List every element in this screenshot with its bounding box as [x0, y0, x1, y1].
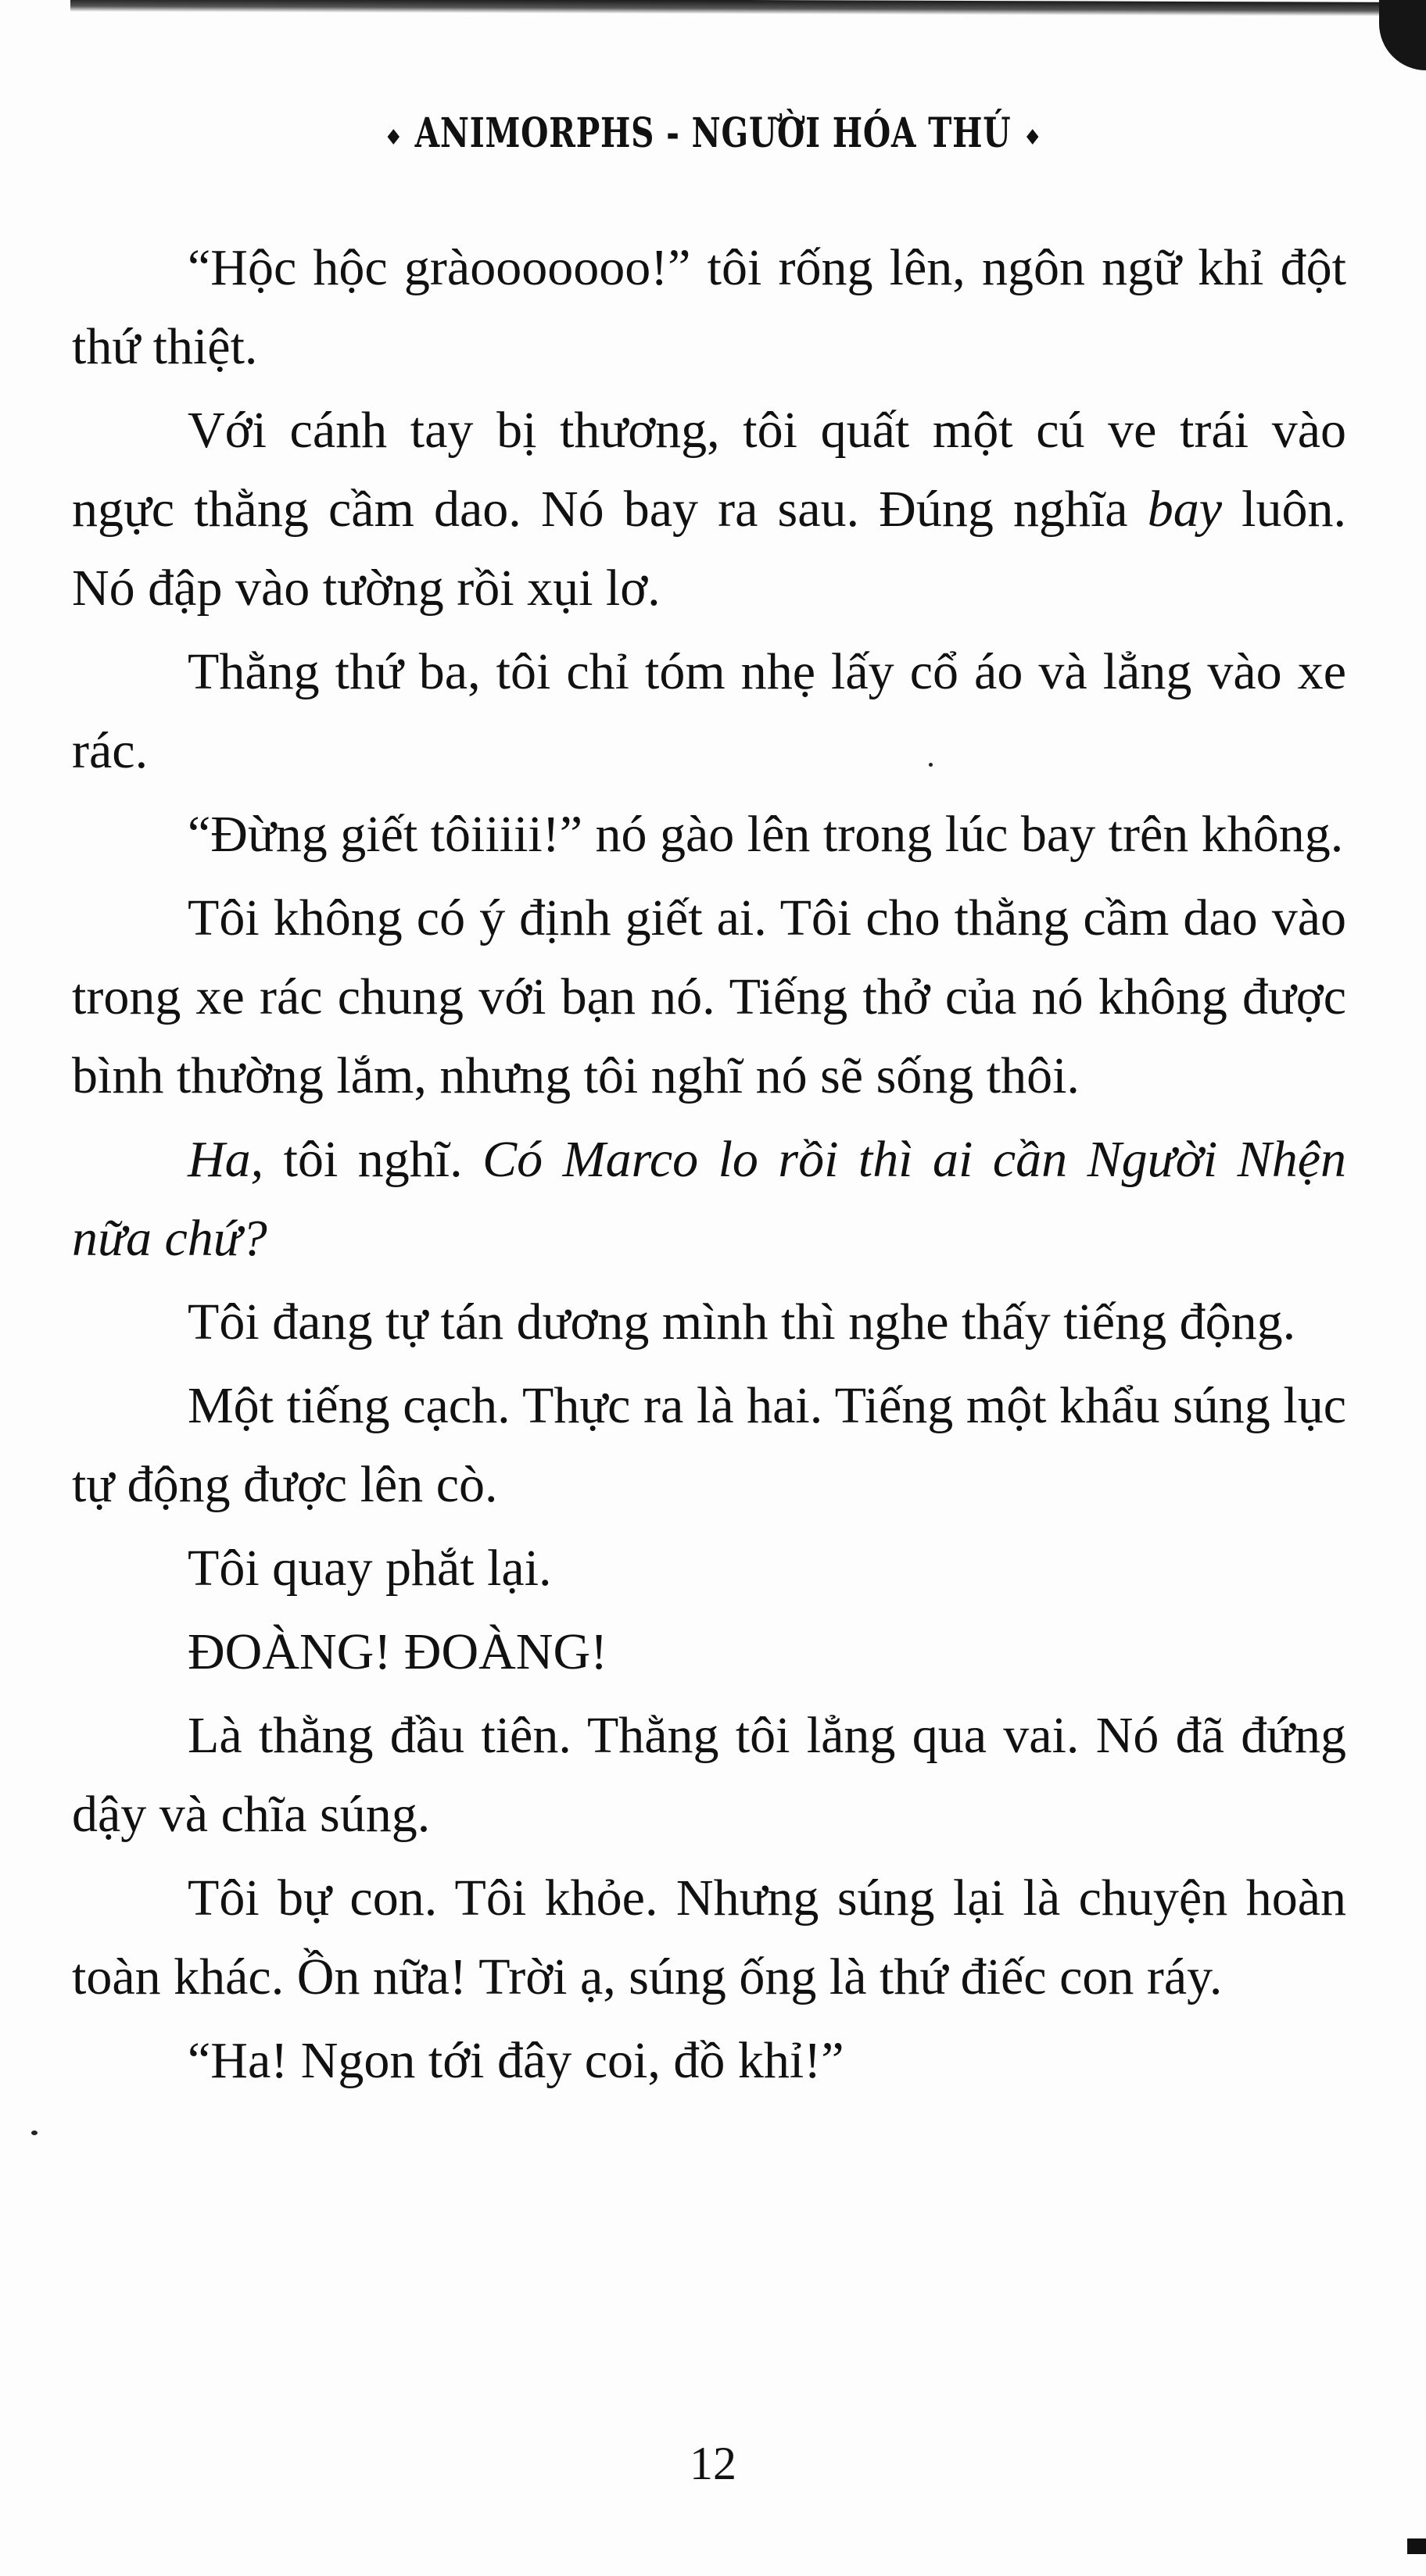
paragraph-5: [72, 878, 1346, 1115]
paragraph-6-italic: Có Marco lo rồi thì ai cần Người Nhện nữa chứ?: [72, 1131, 1346, 1267]
paragraph-2: [72, 391, 1346, 628]
paragraph-13: [72, 2021, 1346, 2100]
paragraph-2-italic: bay: [1147, 481, 1223, 538]
paragraph-1-text: “Hộc hộc gràooooooo!” tôi rống lên, ngôn ngữ khỉ đột thứ thiệt.: [72, 239, 1346, 375]
page-corner-shadow: [1379, 0, 1426, 70]
paragraph-4: [72, 795, 1346, 874]
paragraph-6-text: tôi nghĩ.: [263, 1131, 483, 1188]
paragraph-11: [72, 1696, 1346, 1854]
paragraph-3-text: Thằng thứ ba, tôi chỉ tóm nhẹ lấy cổ áo và lẳng vào xe rác.: [72, 643, 1346, 779]
scan-speck: [929, 763, 933, 767]
header-left-bullet-icon: [388, 129, 399, 145]
body-text: [72, 228, 1346, 2100]
header-title: ANIMORPHS - NGƯỜI HÓA THÚ: [414, 109, 1012, 157]
paragraph-2-text: Với cánh tay bị thương, tôi quất một cú ve trái vào ngực thằng cầm dao. Nó bay ra sau. Đúng nghĩa: [72, 402, 1346, 538]
running-header: [157, 109, 1270, 157]
paragraph-11-text: Là thằng đầu tiên. Thằng tôi lẳng qua vai. Nó đã đứng dậy và chĩa súng.: [72, 1707, 1346, 1843]
paragraph-8: [72, 1366, 1346, 1524]
paragraph-10-text: ĐOÀNG! ĐOÀNG!: [188, 1623, 608, 1680]
paragraph-2-after: luôn. Nó đập vào tường rồi xụi lơ.: [72, 481, 1346, 617]
paragraph-4-text: “Đừng giết tôiiiii!” nó gào lên trong lúc bay trên không.: [188, 806, 1344, 863]
paragraph-6: [72, 1120, 1346, 1278]
paragraph-12-text: Tôi bự con. Tôi khỏe. Nhưng súng lại là chuyện hoàn toàn khác. Ồn nữa! Trời ạ, súng ống là thứ điếc con ráy.: [72, 1869, 1346, 2005]
header-right-bullet-icon: [1027, 129, 1038, 145]
paragraph-6-lead-italic: Ha,: [188, 1131, 264, 1188]
paragraph-12: [72, 1859, 1346, 2016]
paragraph-10: [72, 1612, 1346, 1691]
paragraph-7: [72, 1283, 1346, 1361]
page-edge-mark: [1407, 2538, 1426, 2554]
paragraph-13-text: “Ha! Ngon tới đây coi, đồ khỉ!”: [188, 2032, 844, 2089]
paragraph-3: [72, 632, 1346, 790]
paragraph-8-text: Một tiếng cạch. Thực ra là hai. Tiếng một khẩu súng lục tự động được lên cò.: [72, 1377, 1346, 1513]
paragraph-5-text: Tôi không có ý định giết ai. Tôi cho thằng cầm dao vào trong xe rác chung với bạn nó. Tiếng thở của nó không được bình thường lắm, nhưng tôi nghĩ nó sẽ sống thôi.: [72, 889, 1346, 1104]
page-top-edge-shadow: [70, 0, 1426, 16]
paragraph-9: [72, 1529, 1346, 1608]
paragraph-9-text: Tôi quay phắt lại.: [188, 1540, 552, 1597]
scan-speck: [31, 2131, 38, 2135]
paragraph-1: [72, 228, 1346, 386]
paragraph-7-text: Tôi đang tự tán dương mình thì nghe thấy tiếng động.: [188, 1293, 1296, 1351]
page-number: 12: [690, 2438, 736, 2489]
